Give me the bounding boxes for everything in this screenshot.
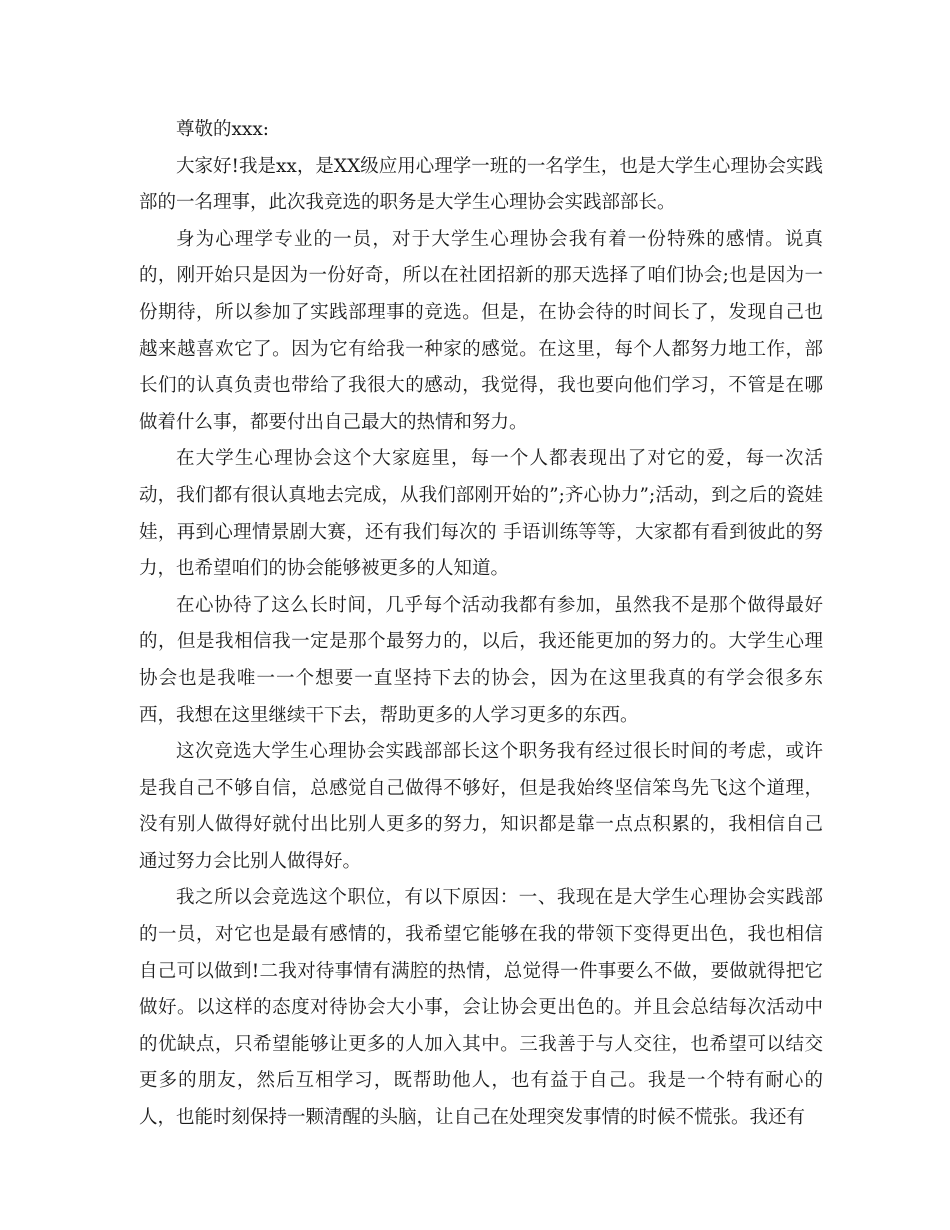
paragraph-3: 在大学生心理协会这个大家庭里，每一个人都表现出了对它的爱，每一次活动，我们都有很认真地去完成，从我们部刚开始的”;齐心协力”;活动，到之后的瓷娃娃，再到心理情景剧大赛，还有我们每次的 手语训练等等，大家都有看到彼此的努力，也希望咱们的协会能够被更多的人知道。 bbox=[139, 448, 823, 580]
paragraph-5: 这次竞选大学生心理协会实践部部长这个职务我有经过很长时间的考虑，或许是我自己不够自信，总感觉自己做得不够好，但是我始终坚信笨鸟先飞这个道理，没有别人做得好就付出比别人更多的努力，知识都是靠一点点积累的，我相信自己通过努力会比别人做得好。 bbox=[139, 741, 823, 872]
document-body bbox=[139, 112, 823, 1137]
paragraph-6: 我之所以会竞选这个职位，有以下原因：一、我现在是大学生心理协会实践部的一员，对它也是最有感情的，我希望它能够在我的带领下变得更出色，我也相信自己可以做到!二我对待事情有满腔的热情，总觉得一件事要么不做，要做就得把它做好。以这样的态度对待协会大小事，会让协会更出色的。并且会总结每次活动中的优缺点，只希望能够让更多的人加入其中。三我善于与人交往，也希望可以结交更多的朋友，然后互相学习，既帮助他人，也有益于自己。我是一个特有耐心的人，也能时刻保持一颗清醒的头脑，让自己在处理突发事情的时候不慌张。我还有 bbox=[139, 887, 823, 1129]
paragraph-4: 在心协待了这么长时间，几乎每个活动我都有参加，虽然我不是那个做得最好的，但是我相信我一定是那个最努力的，以后，我还能更加的努力的。大学生心理协会也是我唯一一个想要一直坚持下去的协会，因为在这里我真的有学会很多东西，我想在这里继续干下去，帮助更多的人学习更多的东西。 bbox=[139, 594, 823, 726]
paragraph-2: 身为心理学专业的一员，对于大学生心理协会我有着一份特殊的感情。说真的，刚开始只是因为一份好奇，所以在社团招新的那天选择了咱们协会;也是因为一份期待，所以参加了实践部理事的竞选。但是，在协会待的时间长了，发现自己也越来越喜欢它了。因为它有给我一种家的感觉。在这里，每个人都努力地工作，部长们的认真负责也带给了我很大的感动，我觉得，我也要向他们学习，不管是在哪做着什么事，都要付出自己最大的热情和努力。 bbox=[139, 228, 823, 433]
salutation: 尊敬的xxx: bbox=[176, 119, 270, 140]
paragraph-1: 大家好!我是xx，是XX级应用心理学一班的一名学生，也是大学生心理协会实践部的一名理事，此次我竞选的职务是大学生心理协会实践部部长。 bbox=[139, 155, 823, 214]
